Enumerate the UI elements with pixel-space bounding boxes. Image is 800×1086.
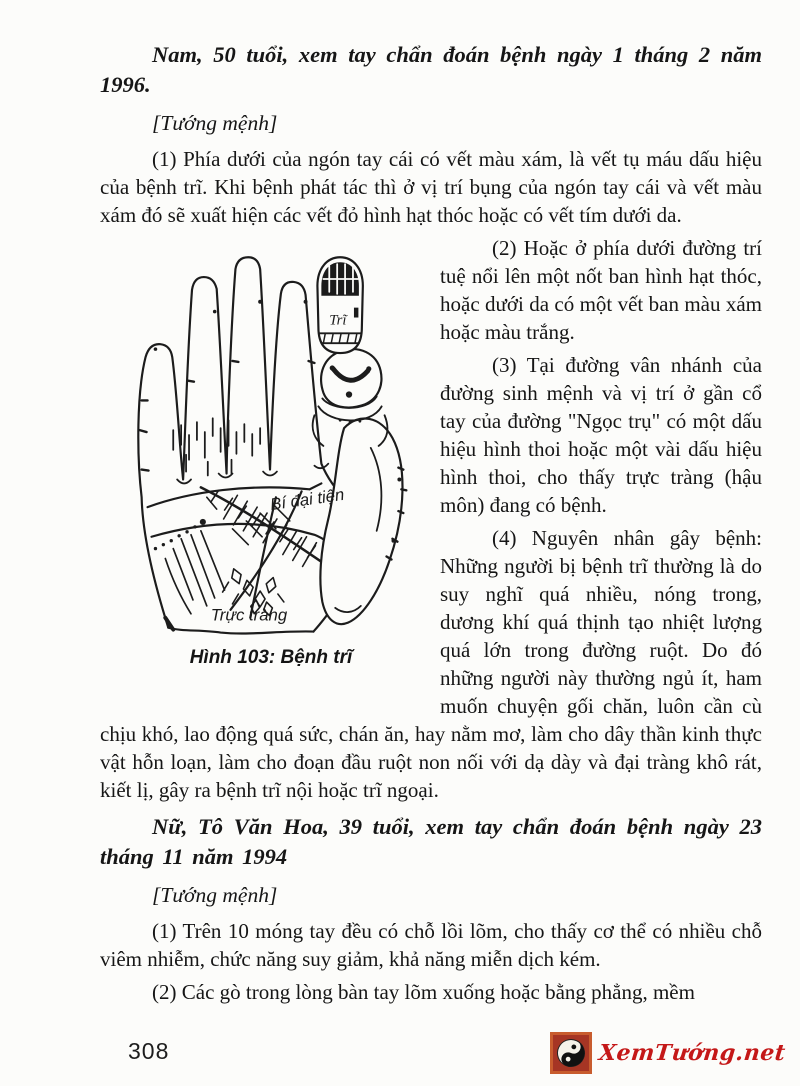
figure-label-rectum: Trực tràng (210, 605, 288, 625)
palm-figure (112, 240, 430, 670)
case2-paragraph-2: (2) Các gò trong lòng bàn tay lõm xuống hoặc bằng phẳng, mềm (152, 980, 695, 1004)
case1-paragraph-3: (3) Tại đường vân nhánh của đường sinh mệnh và vị trí ở gần cổ tay của đường "Ngọc trụ" có một dấu hiệu hình thoi hoặc một vài dấu hiệu hình thoi, cho thấy trực tràng (hậu môn) đang có bệnh. (440, 353, 762, 517)
case1-paragraph-2: (2) Hoặc ở phía dưới đường trí tuệ nổi lên một nốt ban hình hạt thóc, hoặc dưới da có một vết ban màu xám hoặc màu trắng. (440, 236, 762, 344)
page-content (100, 40, 762, 1011)
case2-paragraph-1: (1) Trên 10 móng tay đều có chỗ lồi lõm, cho thấy cơ thể có nhiều chỗ viêm nhiễm, chức năng suy giảm, khả năng miễn dịch kém. (100, 919, 762, 971)
nail-label: Trĩ (329, 312, 347, 329)
watermark-text: XemTướng.net (598, 1040, 788, 1066)
case1-paragraph-4: (4) Nguyên nhân gây bệnh: Những người bị bệnh trĩ thường là do suy nghĩ quá nhiều, nóng trong, dương khí quá thịnh tạo nhiệt lượng quá lớn trong đường ruột. Do đó những người này thường ngủ ít, ham muốn chuyện gối chăn, luôn cần cù chịu khó, lao động quá sức, chán ăn, hay nằm mơ, làm cho dây thần kinh thực vật hỗn loạn, làm cho đoạn đầu ruột non nối với dạ dày và đại tràng khô rát, kiết lị, gây ra bệnh trĩ nội hoặc trĩ ngoại. (100, 526, 762, 802)
fingernail-inset (317, 257, 362, 353)
case1-paragraph-1: (1) Phía dưới của ngón tay cái có vết màu xám, là vết tụ máu dấu hiệu của bệnh trĩ. Khi bệnh phát tác thì ở vị trí bụng của ngón tay cái và vết màu xám đó sẽ xuất hiện các vết đỏ hình hạt thóc hoặc có vết tím dưới da. (100, 147, 762, 227)
case2-subheading: [Tướng mệnh] (152, 883, 278, 907)
case1-heading: Nam, 50 tuổi, xem tay chẩn đoán bệnh ngày 1 tháng 2 năm 1996. (100, 42, 762, 97)
watermark (550, 1032, 786, 1074)
thumb-outline (320, 419, 402, 625)
yin-yang-icon (550, 1032, 592, 1074)
page-number: 308 (128, 1038, 170, 1064)
figure-caption: Hình 103: Bệnh trĩ (189, 647, 353, 668)
case1-subheading: [Tướng mệnh] (152, 111, 278, 135)
figure-label-constipation: Bí đại tiện (268, 484, 346, 515)
hand-illustration (112, 240, 430, 636)
case2-heading: Nữ, Tô Văn Hoa, 39 tuổi, xem tay chẩn đoán bệnh ngày 23 tháng 11 năm 1994 (100, 814, 762, 869)
